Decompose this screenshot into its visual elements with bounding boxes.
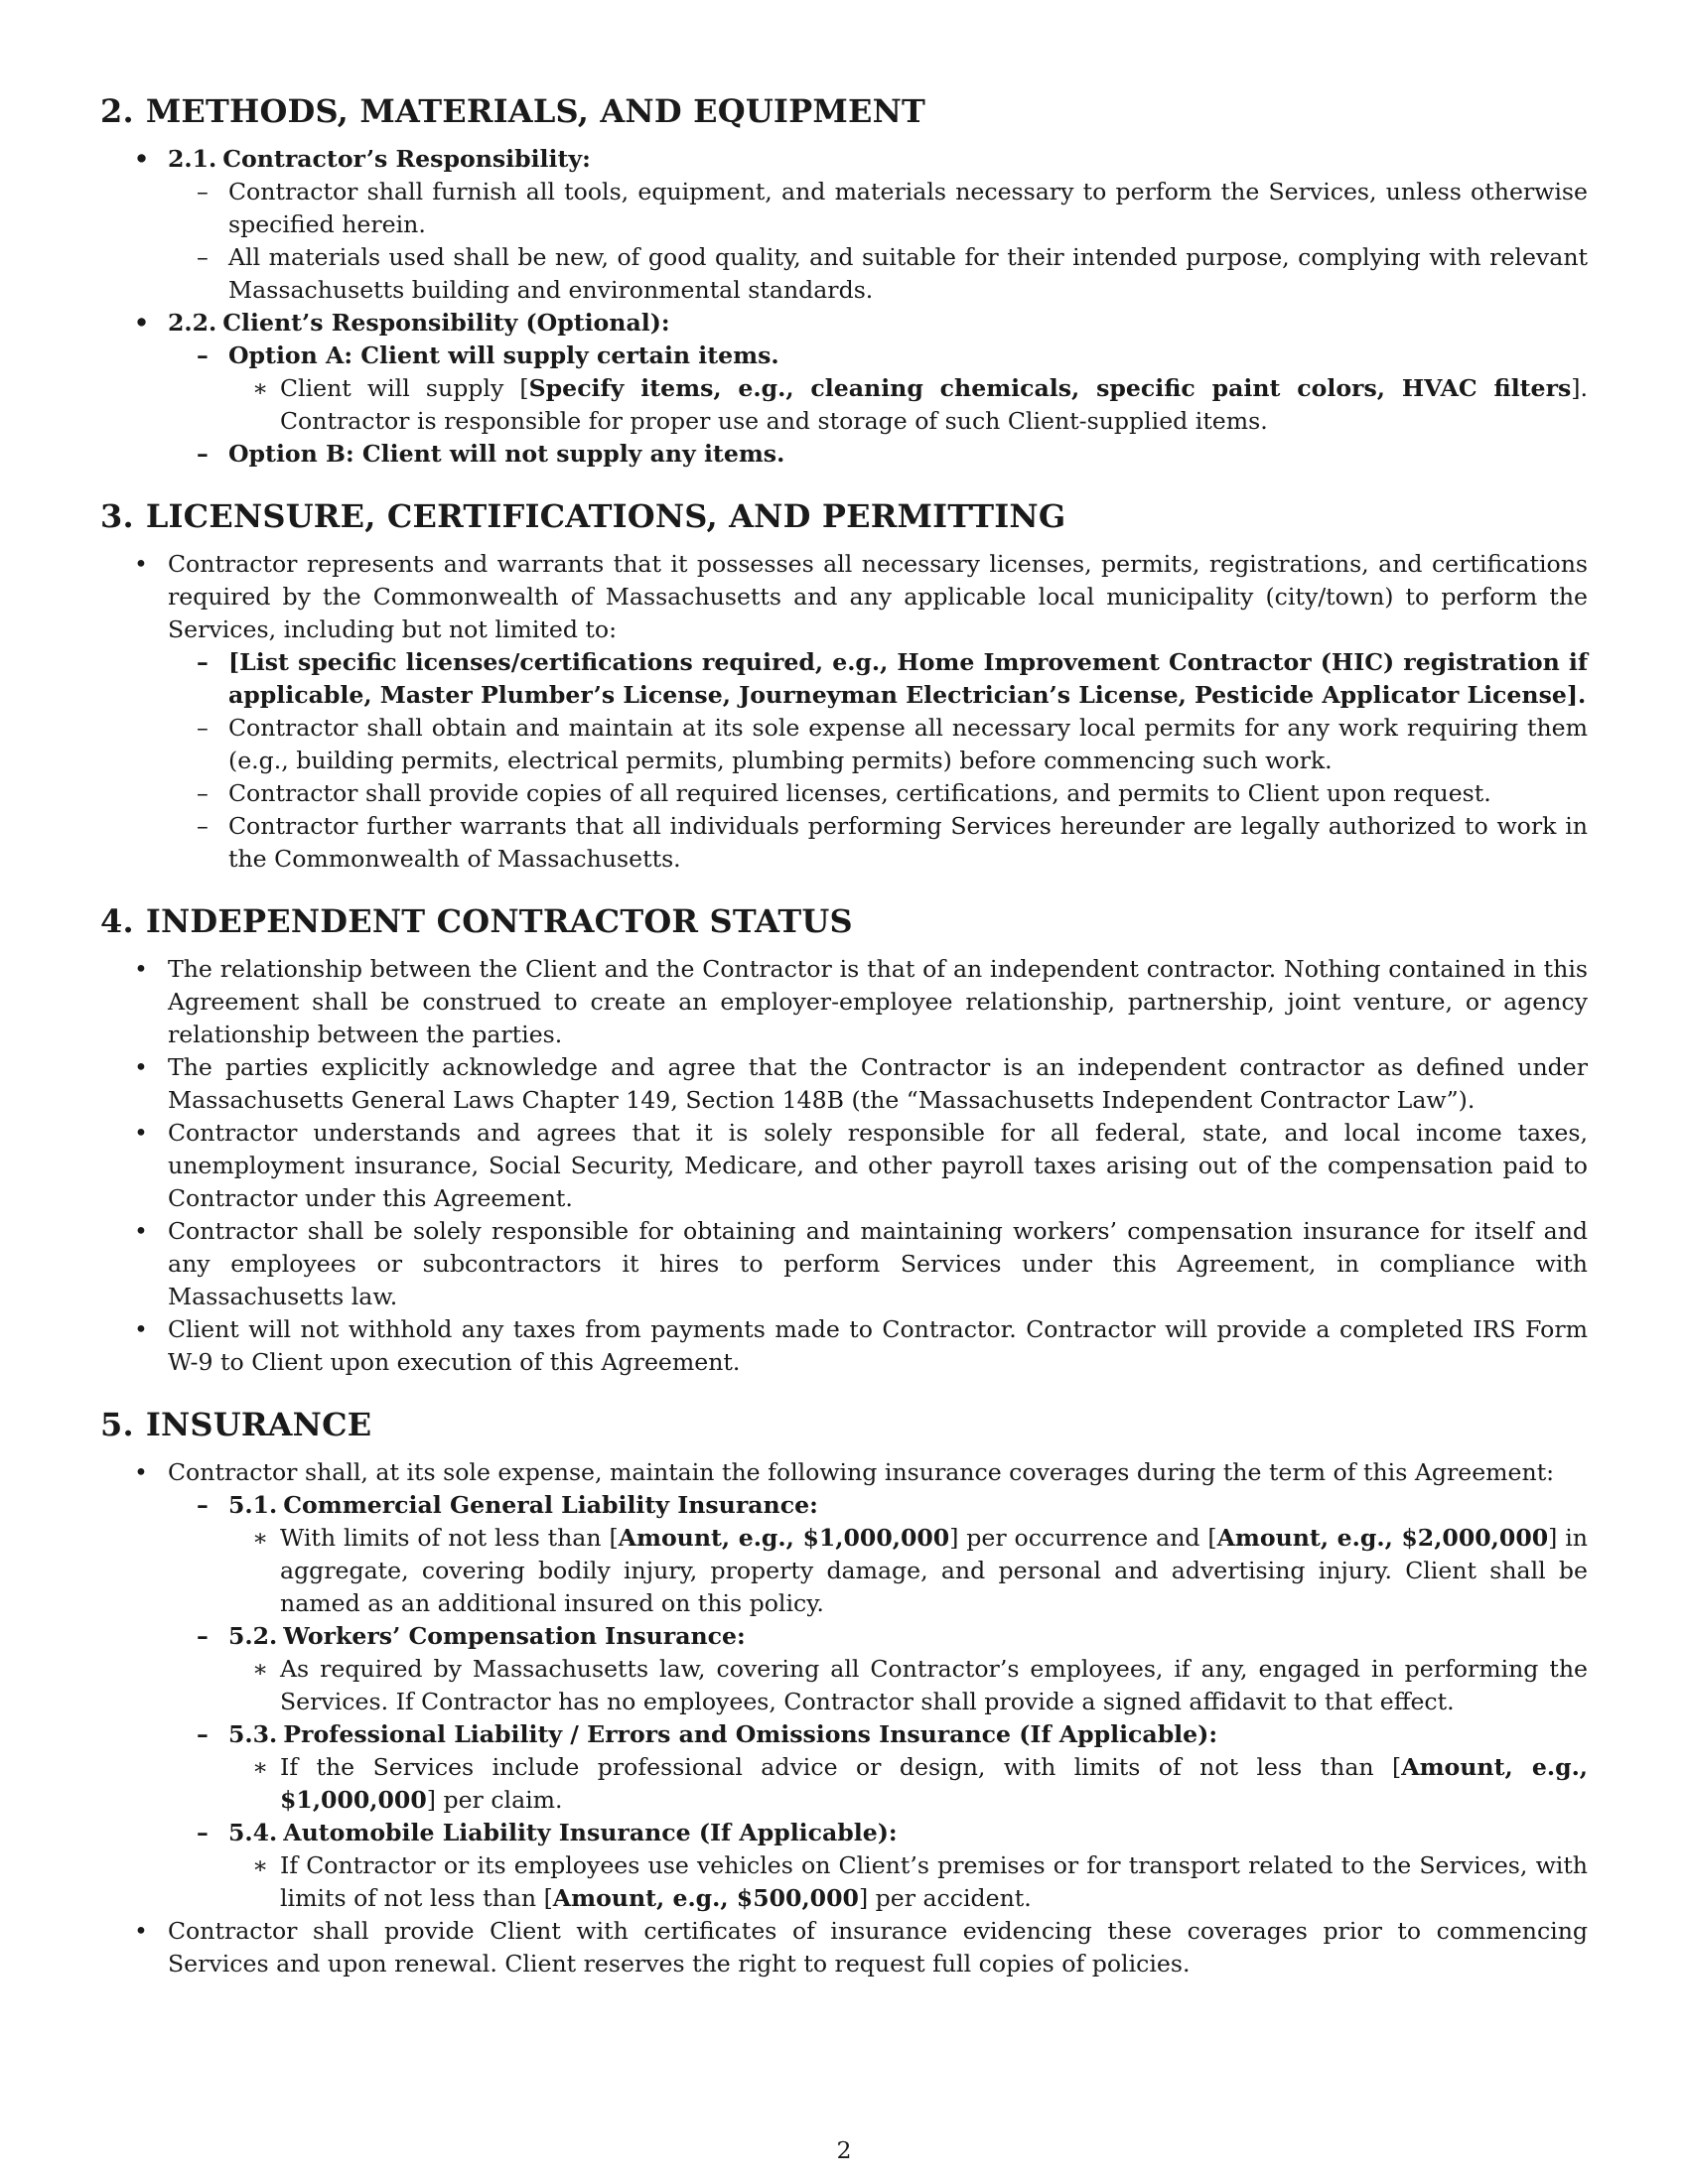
option-b: – Option B: Client will not supply any items. bbox=[100, 438, 1588, 471]
list-item: • Contractor shall provide Client with certificates of insurance evidencing these coverages prior to commencing Services and upon renewal. Client reserves the right to request full copies of policies. bbox=[134, 1917, 1588, 1978]
section-insurance bbox=[100, 1405, 1588, 1980]
asterisk: ∗ bbox=[252, 1655, 269, 1683]
bullet: • bbox=[134, 955, 148, 983]
subsection-2-2-heading: • 2.2. Client’s Responsibility (Optional): bbox=[100, 307, 1588, 340]
document-page bbox=[100, 91, 1588, 2006]
list-item: ∗ With limits of not less than [Amount, e.g., $1,000,000] per occurrence and [Amount, e.g., $2,000,000] in aggregate, covering bodily injury, property damage, and personal and advertising injury. Client shall be named as an additional insured on this policy. bbox=[252, 1524, 1588, 1617]
option-a-detail: ∗ Client will supply [Specify items, e.g., cleaning chemicals, specific paint colors, HVAC filters]. Contractor is responsible for proper use and storage of such Client-supplied items. bbox=[252, 374, 1588, 435]
option-a: – Option A: Client will supply certain items. bbox=[100, 340, 1588, 372]
list-item: • The relationship between the Client and the Contractor is that of an independent contractor. Nothing contained in this Agreement shall be construed to create an employer-employee relationship, partnership, joint venture, or agency relationship between the parties. bbox=[134, 955, 1588, 1048]
section-methods-materials bbox=[100, 91, 1588, 471]
dash: – bbox=[197, 440, 209, 468]
page-number: 2 bbox=[836, 2136, 852, 2164]
list-item: • Contractor represents and warrants that it possesses all necessary licenses, permits, registrations, and certifications required by the Commonwealth of Massachusetts and any applicable local municipality (city/town) to perform the Services, including but not limited to: bbox=[134, 550, 1588, 643]
bullet: • bbox=[134, 550, 148, 578]
section-independent-contractor bbox=[100, 901, 1588, 1379]
dash: – bbox=[197, 648, 209, 676]
dash: – bbox=[197, 714, 209, 742]
subsection-5-4-heading: – 5.4. Automobile Liability Insurance (If Applicable): bbox=[100, 1817, 1588, 1849]
subsection-5-3-heading: – 5.3. Professional Liability / Errors and Omissions Insurance (If Applicable): bbox=[100, 1718, 1588, 1751]
section-licensure bbox=[100, 496, 1588, 876]
bullet: • bbox=[134, 1315, 148, 1343]
dash: – bbox=[197, 1819, 209, 1846]
section-heading: 2. METHODS, MATERIALS, AND EQUIPMENT bbox=[100, 92, 926, 130]
bullet: • bbox=[134, 309, 150, 337]
subsection-5-2-heading: – 5.2. Workers’ Compensation Insurance: bbox=[100, 1620, 1588, 1653]
list-item: • Contractor shall be solely responsible for obtaining and maintaining workers’ compensation insurance for itself and any employees or subcontractors it hires to perform Services under this Agreement, in compliance with Massachusetts law. bbox=[134, 1217, 1588, 1310]
dash: – bbox=[197, 1491, 209, 1519]
list-item: – Contractor further warrants that all individuals performing Services hereunder are legally authorized to work in the Commonwealth of Massachusetts. bbox=[197, 812, 1588, 873]
subsection-5-1-heading: – 5.1. Commercial General Liability Insurance: bbox=[100, 1489, 1588, 1522]
dash: – bbox=[197, 1720, 209, 1748]
bullet: • bbox=[134, 1119, 148, 1147]
dash: – bbox=[197, 243, 209, 271]
list-item: – Contractor shall obtain and maintain at its sole expense all necessary local permits for any work requiring them (e.g., building permits, electrical permits, plumbing permits) before commencing such work. bbox=[197, 714, 1588, 774]
list-item: ∗ If Contractor or its employees use vehicles on Client’s premises or for transport related to the Services, with limits of not less than [Amount, e.g., $500,000] per accident. bbox=[252, 1851, 1588, 1912]
dash: – bbox=[197, 341, 209, 369]
list-item: – Contractor shall provide copies of all required licenses, certifications, and permits to Client upon request. bbox=[100, 777, 1588, 810]
list-item: – All materials used shall be new, of good quality, and suitable for their intended purpose, complying with relevant Massachusetts building and environmental standards. bbox=[197, 243, 1588, 304]
dash: – bbox=[197, 178, 209, 205]
list-item: ∗ If the Services include professional advice or design, with limits of not less than [Amount, e.g., $1,000,000] per claim. bbox=[252, 1753, 1589, 1814]
asterisk: ∗ bbox=[252, 1524, 269, 1552]
list-item: – Contractor shall furnish all tools, equipment, and materials necessary to perform the Services, unless otherwise specified herein. bbox=[197, 178, 1588, 238]
list-item: • Contractor understands and agrees that it is solely responsible for all federal, state, and local income taxes, unemployment insurance, Social Security, Medicare, and other payroll taxes arising out of the compensation paid to Contractor under this Agreement. bbox=[134, 1119, 1588, 1212]
section-heading: 5. INSURANCE bbox=[100, 1406, 372, 1443]
list-item: • Contractor shall, at its sole expense, maintain the following insurance coverages during the term of this Agreement: bbox=[100, 1456, 1588, 1489]
list-item: • The parties explicitly acknowledge and agree that the Contractor is an independent contractor as defined under Massachusetts General Laws Chapter 149, Section 148B (the “Massachusetts Independent Contractor Law”). bbox=[134, 1053, 1588, 1114]
section-heading: 4. INDEPENDENT CONTRACTOR STATUS bbox=[100, 902, 853, 940]
asterisk: ∗ bbox=[252, 1851, 269, 1879]
bullet: • bbox=[134, 145, 150, 173]
section-heading: 3. LICENSURE, CERTIFICATIONS, AND PERMITTING bbox=[100, 497, 1066, 535]
dash: – bbox=[197, 1622, 209, 1650]
subsection-2-1-heading: • 2.1. Contractor’s Responsibility: bbox=[100, 143, 1588, 176]
list-item: • Client will not withhold any taxes from payments made to Contractor. Contractor will provide a completed IRS Form W-9 to Client upon execution of this Agreement. bbox=[134, 1315, 1588, 1376]
licenses-placeholder: – [List specific licenses/certifications required, e.g., Home Improvement Contractor (HIC) registration if applicable, Master Plumber’s License, Journeyman Electrician’s License, Pesticide Applicator License]. bbox=[197, 648, 1588, 709]
asterisk: ∗ bbox=[252, 374, 269, 402]
bullet: • bbox=[134, 1053, 148, 1081]
dash: – bbox=[197, 779, 209, 807]
bullet: • bbox=[134, 1217, 148, 1245]
list-item: ∗ As required by Massachusetts law, covering all Contractor’s employees, if any, engaged in performing the Services. If Contractor has no employees, Contractor shall provide a signed affidavit to that effect. bbox=[252, 1655, 1588, 1715]
bullet: • bbox=[134, 1458, 148, 1486]
asterisk: ∗ bbox=[252, 1753, 269, 1781]
bullet: • bbox=[134, 1917, 148, 1945]
dash: – bbox=[197, 812, 209, 840]
